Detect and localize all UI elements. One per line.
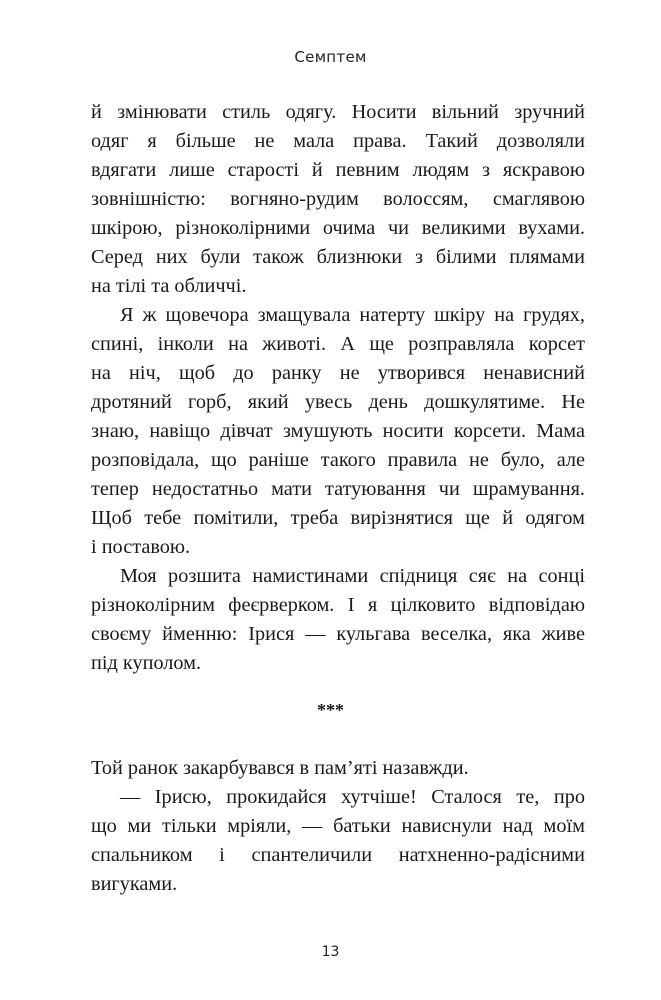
page-number: 13: [321, 944, 340, 960]
text-line: Я ж щовечора змащувала натерту шкіру на грудях,: [120, 304, 585, 326]
text-line: Той ранок закарбувався в пам’яті назавжди.: [91, 757, 469, 779]
text-line: різноколірним феєрверком. І я цілковито відповідаю: [91, 594, 585, 616]
text-line: Моя розшита намистинами спідниця сяє на сонці: [120, 565, 585, 587]
text-line: знаю, навіщо дівчат змушують носити корсети. Мама: [91, 420, 585, 442]
running-header: Семптем: [294, 48, 367, 66]
body-text-block-1: [91, 98, 585, 678]
text-line: розповідала, що раніше такого правила не було, але: [91, 449, 585, 471]
text-line: спальником і спантеличили натхненно-радісними: [91, 844, 585, 866]
text-line: вигуками.: [91, 873, 178, 895]
text-line: дротяний горб, який увесь день дошкулятиме. Не: [91, 391, 585, 413]
section-separator: ***: [317, 700, 344, 720]
text-line: вдягати лише старості й певним людям з яскравою: [91, 159, 585, 181]
text-line: і поставою.: [91, 536, 191, 558]
text-line: й змінювати стиль одягу. Носити вільний зручний: [91, 101, 585, 123]
text-line: шкірою, різноколірними очима чи великими вухами.: [91, 217, 585, 239]
text-line: Щоб тебе помітили, треба вирізнятися ще й одягом: [91, 507, 585, 529]
text-line: своєму йменню: Ірися — кульгава веселка, яка живе: [91, 623, 585, 645]
text-line: на ніч, щоб до ранку не утворився ненависний: [91, 362, 585, 384]
text-line: на тілі та обличчі.: [91, 275, 247, 297]
text-line: зовнішністю: вогняно-рудим волоссям, смаглявою: [91, 188, 585, 210]
text-line: спині, інколи на животі. А ще розправляла корсет: [91, 333, 585, 355]
body-text-block-2: [91, 754, 585, 899]
text-line: що ми тільки мріяли, — батьки нависнули над моїм: [91, 815, 585, 837]
text-line: тепер недостатньо мати татуювання чи шрамування.: [91, 478, 585, 500]
text-line: — Ірисю, прокидайся хутчіше! Сталося те, про: [120, 786, 585, 808]
text-line: Серед них були також близнюки з білими плямами: [91, 246, 585, 268]
text-line: під куполом.: [91, 652, 202, 674]
text-line: одяг я більше не мала права. Такий дозволяли: [91, 130, 585, 152]
